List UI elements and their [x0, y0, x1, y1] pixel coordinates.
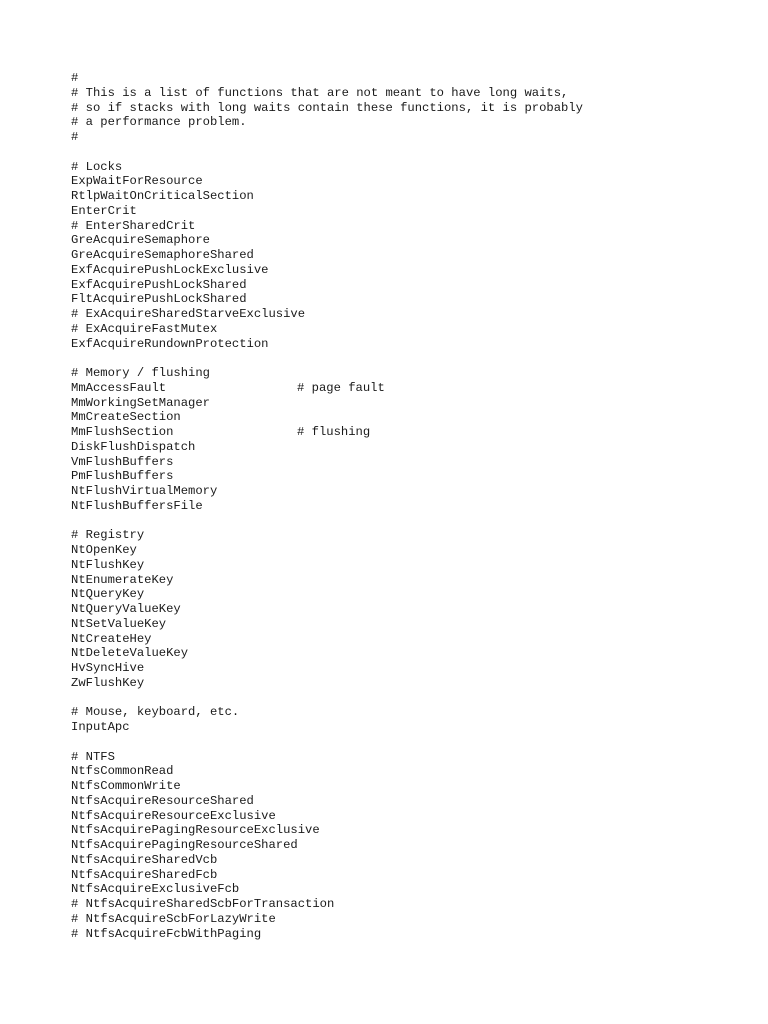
function-name-line: HvSyncHive — [71, 661, 145, 675]
function-name-line: NtOpenKey — [71, 543, 137, 557]
function-name-line: NtDeleteValueKey — [71, 646, 189, 661]
function-name-line: NtfsAcquireExclusiveFcb — [71, 882, 240, 897]
function-name-line: DiskFlushDispatch — [71, 439, 196, 454]
inline-comment: # flushing — [297, 425, 371, 439]
function-name-line — [71, 425, 583, 440]
document-body — [71, 71, 583, 941]
function-name-line: RtlpWaitOnCriticalSection — [71, 189, 254, 203]
function-name-line: NtFlushVirtualMemory — [71, 484, 218, 498]
comment-line: # a performance problem. — [71, 115, 247, 130]
function-name-line: ExfAcquirePushLockShared — [71, 277, 247, 292]
function-name-line: PmFlushBuffers — [71, 469, 174, 484]
function-name-line: GreAcquireSemaphore — [71, 233, 210, 248]
comment-line: # NtfsAcquireFcbWithPaging — [71, 926, 262, 941]
function-name-line: NtfsAcquirePagingResourceExclusive — [71, 823, 320, 838]
comment-line: # Locks — [71, 159, 123, 174]
comment-line: # Mouse, keyboard, etc. — [71, 705, 240, 720]
blank-line — [71, 691, 583, 706]
function-name-line: ExfAcquirePushLockExclusive — [71, 262, 269, 277]
function-name-line: NtfsAcquirePagingResourceShared — [71, 838, 298, 852]
comment-line: # NtfsAcquireSharedScbForTransaction — [71, 897, 335, 911]
function-name-line: NtCreateHey — [71, 631, 152, 646]
function-name: MmFlushSection — [71, 425, 174, 439]
comment-line: # This is a list of functions that are not meant to have long waits, — [71, 85, 569, 100]
function-name-line: EnterCrit — [71, 203, 137, 218]
blank-line — [71, 735, 583, 750]
function-name-line: NtfsAcquireSharedVcb — [71, 852, 218, 867]
blank-line — [71, 351, 583, 366]
function-name-line: GreAcquireSemaphoreShared — [71, 248, 254, 262]
function-name-line: NtQueryKey — [71, 587, 145, 602]
function-name-line: ZwFlushKey — [71, 675, 145, 690]
comment-line: # ExAcquireFastMutex — [71, 321, 218, 336]
comment-line: # so if stacks with long waits contain these functions, it is probably — [71, 100, 583, 115]
comment-line: # ExAcquireSharedStarveExclusive — [71, 307, 306, 321]
function-name-line: InputApc — [71, 720, 130, 734]
function-name-line: NtQueryValueKey — [71, 602, 181, 616]
function-name: MmAccessFault — [71, 380, 167, 395]
function-name-line: NtEnumerateKey — [71, 572, 174, 587]
function-name-line: ExfAcquireRundownProtection — [71, 336, 269, 351]
blank-line — [71, 145, 583, 160]
function-name-line: MmCreateSection — [71, 410, 181, 425]
function-name-line: FltAcquirePushLockShared — [71, 292, 247, 307]
function-name-line: NtFlushBuffersFile — [71, 498, 203, 513]
comment-line: # — [71, 130, 79, 144]
function-name-line: MmWorkingSetManager — [71, 395, 210, 410]
function-name-line: NtfsCommonRead — [71, 764, 174, 779]
function-name-line: NtfsAcquireSharedFcb — [71, 867, 218, 882]
function-name-line: NtFlushKey — [71, 557, 145, 572]
function-name-line: VmFlushBuffers — [71, 454, 174, 469]
function-name-line: NtfsAcquireResourceExclusive — [71, 808, 276, 823]
function-name-line: NtfsAcquireResourceShared — [71, 793, 254, 808]
function-name-line — [71, 381, 583, 396]
comment-line: # NtfsAcquireScbForLazyWrite — [71, 911, 276, 926]
inline-comment: # page fault — [297, 380, 385, 395]
comment-line: # NTFS — [71, 749, 115, 764]
comment-line: # Memory / flushing — [71, 366, 210, 380]
comment-line: # EnterSharedCrit — [71, 218, 196, 233]
function-name-line: NtSetValueKey — [71, 616, 167, 631]
function-name-line: NtfsCommonWrite — [71, 779, 181, 793]
function-name-line: ExpWaitForResource — [71, 174, 203, 189]
comment-line: # Registry — [71, 528, 145, 543]
comment-line: # — [71, 71, 79, 85]
blank-line — [71, 514, 583, 529]
